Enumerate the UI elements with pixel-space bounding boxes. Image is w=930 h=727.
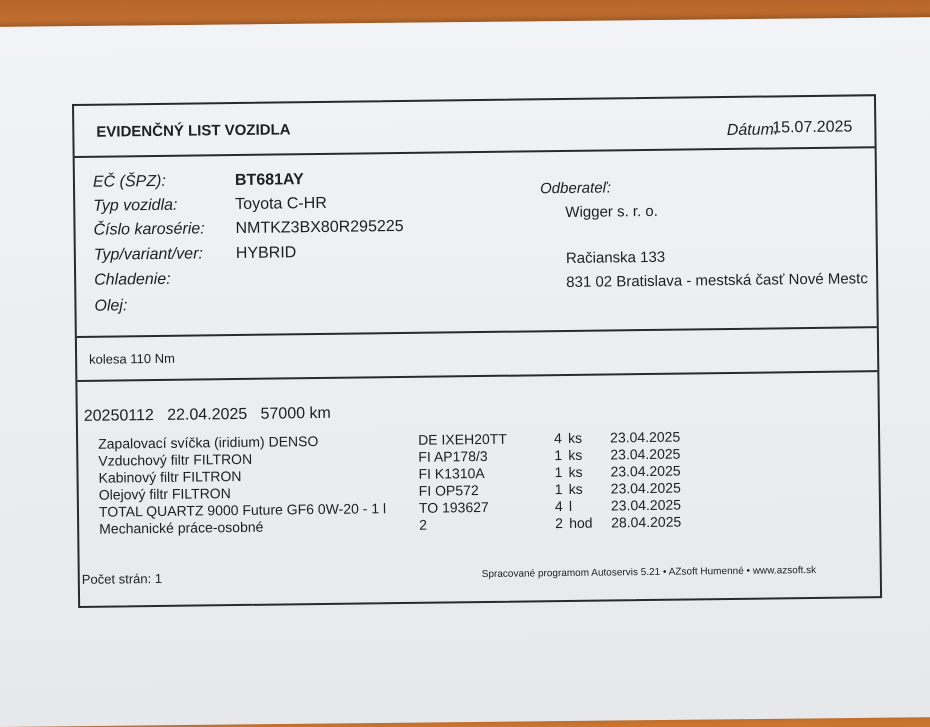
variant-value: HYBRID <box>235 244 297 263</box>
item-date: 23.04.2025 <box>610 479 681 497</box>
item-name: Olejový filtr FILTRON <box>98 485 231 503</box>
order-header <box>84 405 331 426</box>
item-unit: hod <box>569 514 593 531</box>
item-quantity: 4 <box>554 498 563 515</box>
item-code: TO 193627 <box>418 498 489 516</box>
oil-label: Olej: <box>94 297 128 315</box>
item-date: 23.04.2025 <box>610 428 681 446</box>
order-mileage: 57000 km <box>260 404 331 423</box>
item-quantity: 2 <box>555 515 564 532</box>
date-label: Dátum: <box>726 121 779 140</box>
item-name: Mechanické práce-osobné <box>99 518 264 537</box>
vehicle-type-label: Typ vozidla: <box>93 196 178 215</box>
item-date: 23.04.2025 <box>610 445 681 463</box>
item-code: FI OP572 <box>418 482 479 499</box>
item-code: DE IXEH20TT <box>418 430 507 448</box>
order-date: 22.04.2025 <box>167 405 248 424</box>
item-quantity: 1 <box>554 481 563 498</box>
note-text: kolesa 110 Nm <box>89 350 175 367</box>
item-code: 2 <box>419 516 428 533</box>
cooling-label: Chladenie: <box>94 270 171 289</box>
vin-value: NMTKZ3BX80R295225 <box>235 217 404 238</box>
order-number: 20250112 <box>83 407 154 425</box>
document-title: EVIDENČNÝ LIST VOZIDLA <box>96 121 291 141</box>
customer-label: Odberateľ: <box>539 179 612 198</box>
vehicle-record-form <box>72 94 882 608</box>
item-unit: ks <box>568 480 583 497</box>
item-name: TOTAL QUARTZ 9000 Future GF6 0W-20 - 1 l <box>98 500 387 520</box>
item-unit: ks <box>568 446 583 463</box>
customer-city: 831 02 Bratislava - mestská časť Nové Mestc <box>566 270 868 291</box>
plate-label: EČ (ŠPZ): <box>92 172 166 191</box>
customer-street: Račianska 133 <box>565 248 666 267</box>
item-name: Kabinový filtr FILTRON <box>98 467 242 486</box>
vehicle-section <box>75 148 877 338</box>
item-quantity: 1 <box>554 447 563 464</box>
vehicle-type-value: Toyota C-HR <box>235 194 327 214</box>
item-code: FI K1310A <box>418 464 485 482</box>
vin-label: Číslo karosérie: <box>93 220 205 239</box>
item-code: FI AP178/3 <box>418 447 488 465</box>
item-date: 23.04.2025 <box>610 496 682 514</box>
date-value: 15.07.2025 <box>772 118 853 137</box>
item-date: 28.04.2025 <box>611 513 682 531</box>
variant-label: Typ/variant/ver: <box>93 245 204 264</box>
item-unit: ks <box>568 429 583 446</box>
software-credit: Spracované programom Autoservis 5.21 • AZsoft Humenné • www.azsoft.sk <box>481 564 817 581</box>
item-name: Vzduchový filtr FILTRON <box>98 450 253 469</box>
note-row <box>77 328 877 382</box>
item-unit: ks <box>568 463 583 480</box>
item-quantity: 1 <box>554 464 563 481</box>
item-unit: l <box>568 497 573 514</box>
item-name: Zapalovací svíčka (iridium) DENSO <box>98 433 319 452</box>
customer-name: Wigger s. r. o. <box>565 202 658 221</box>
page-count: Počet strán: 1 <box>81 570 163 587</box>
item-date: 23.04.2025 <box>610 462 681 480</box>
plate-value: BT681AY <box>234 171 304 190</box>
item-quantity: 4 <box>554 430 563 447</box>
